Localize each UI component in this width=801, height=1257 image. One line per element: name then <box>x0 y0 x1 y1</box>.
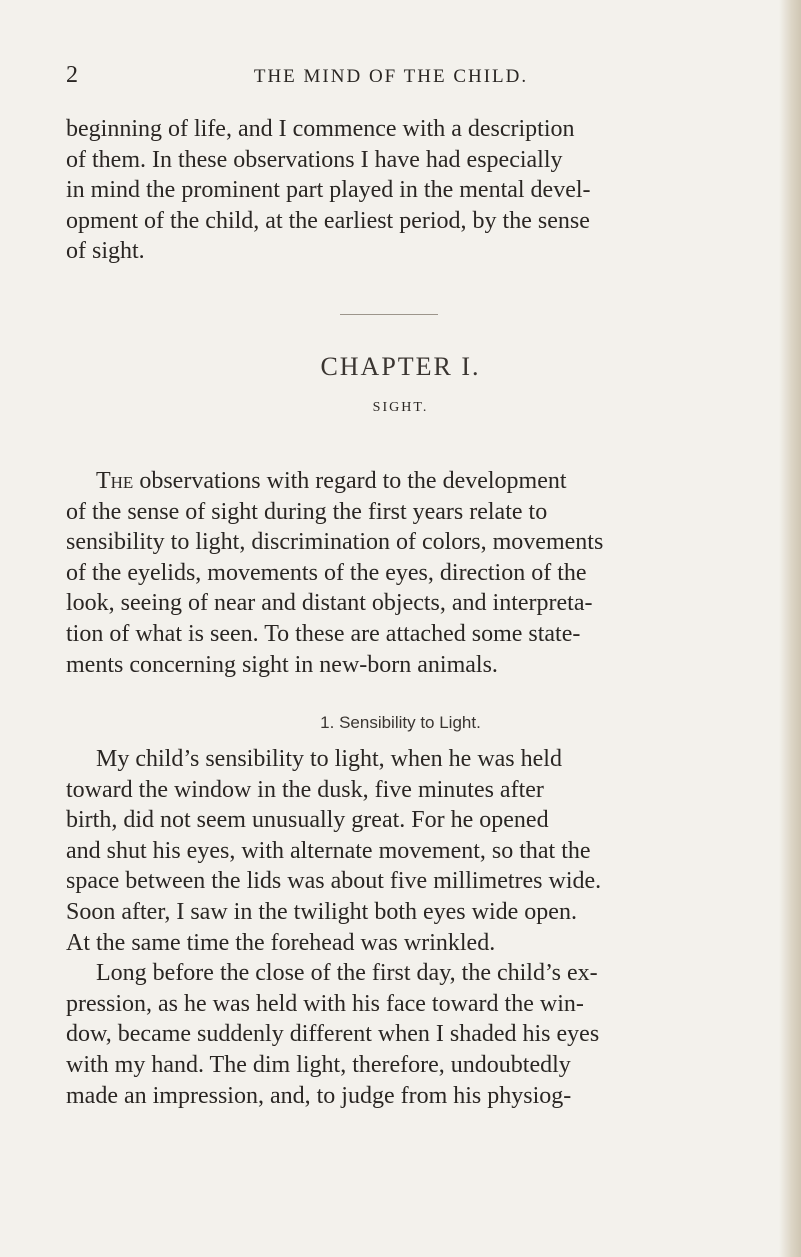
text-line: Soon after, I saw in the twilight both eyes wide open. <box>66 899 577 925</box>
first-line-rest: observations with regard to the development <box>133 468 567 494</box>
text-line: with my hand. The dim light, therefore, undoubtedly <box>66 1052 571 1078</box>
page-edge-shadow <box>779 0 801 1257</box>
text-line: sensibility to light, discrimination of colors, movements <box>66 529 604 556</box>
text-line: beginning of life, and I commence with a description <box>66 116 575 142</box>
text-line: At the same time the forehead was wrinkled. <box>66 929 496 956</box>
text-line: in mind the prominent part played in the mental devel- <box>66 177 591 204</box>
text-line: look, seeing of near and distant objects, and interpreta- <box>66 590 593 617</box>
page-number: 2 <box>66 62 79 88</box>
text-line: toward the window in the dusk, five minutes after <box>66 776 544 803</box>
lead-word: The <box>96 468 134 494</box>
text-line: of the sense of sight during the first years relate to <box>66 498 548 525</box>
text-line: birth, did not seem unusually great. For he opened <box>66 807 549 834</box>
section-divider <box>340 314 438 315</box>
section-title: SIGHT. <box>372 400 429 415</box>
text-line: of the eyelids, movements of the eyes, direction of the <box>66 559 587 586</box>
text-line: of them. In these observations I have had especially <box>66 146 563 173</box>
text-line: My child’s sensibility to light, when he was held <box>96 746 562 772</box>
text-line: Long before the close of the first day, the child’s ex- <box>96 960 598 987</box>
subsection-title: 1. Sensibility to Light. <box>320 713 481 732</box>
text-line: tion of what is seen. To these are attached some state- <box>66 621 581 647</box>
text-line: and shut his eyes, with alternate movement, so that the <box>66 837 591 864</box>
text-line: ments concerning sight in new-born animals. <box>66 651 498 678</box>
chapter-title: CHAPTER I. <box>320 352 481 381</box>
text-line: made an impression, and, to judge from his physiog- <box>66 1082 572 1109</box>
text-line: space between the lids was about five millimetres wide. <box>66 868 602 895</box>
text-line: dow, became suddenly different when I shaded his eyes <box>66 1021 600 1048</box>
text-line: opment of the child, at the earliest period, by the sense <box>66 207 590 234</box>
text-line <box>96 466 716 497</box>
text-line: of sight. <box>66 238 145 265</box>
page-header <box>66 62 716 92</box>
running-head: THE MIND OF THE CHILD. <box>253 66 529 87</box>
text-line: pression, as he was held with his face toward the win- <box>66 990 584 1017</box>
